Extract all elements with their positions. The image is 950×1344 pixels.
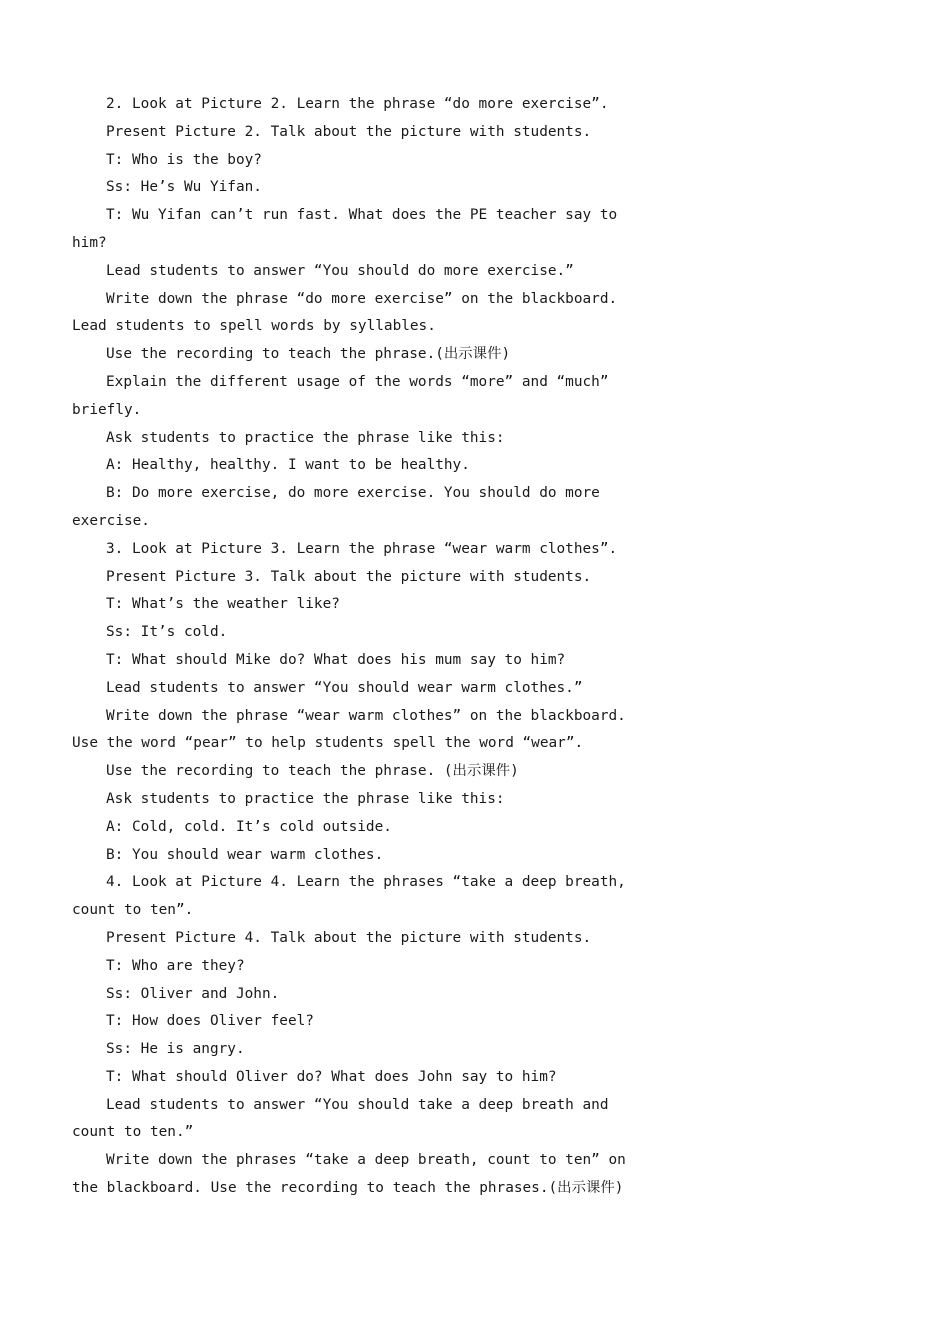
paragraph-present-picture-2: Present Picture 2. Talk about the picture with students. [106, 123, 592, 140]
paragraph-dialogue-line: T: Who is the boy? [106, 151, 262, 168]
paragraph-instruction: Lead students to answer “You should do more exercise.” [106, 262, 574, 279]
paragraph-step-4-heading: 4. Look at Picture 4. Learn the phrases “take a deep breath, count to ten”. [72, 874, 635, 919]
paragraph-present-picture-4: Present Picture 4. Talk about the picture with students. [106, 929, 592, 946]
paragraph-dialogue-line: T: Wu Yifan can’t run fast. What does the PE teacher say to him? [72, 207, 626, 251]
paragraph-instruction: Lead students to answer “You should wear warm clothes.” [106, 679, 583, 696]
paragraph-present-picture-3: Present Picture 3. Talk about the picture with students. [106, 568, 592, 585]
paragraph-instruction: Ask students to practice the phrase like this: [106, 790, 505, 807]
paragraph-instruction: Explain the different usage of the words “more” and “much” briefly. [72, 373, 618, 418]
paragraph-dialogue-line: A: Healthy, healthy. I want to be healthy. [106, 457, 470, 474]
paragraph-dialogue-line: Ss: It’s cold. [106, 624, 228, 641]
paragraph-instruction: Write down the phrases “take a deep breath, count to ten” on the blackboard. Use the recording to teach the phrases.(出示课件) [72, 1152, 635, 1197]
paragraph-dialogue-line: Ss: Oliver and John. [106, 985, 280, 1002]
paragraph-dialogue-line: T: What’s the weather like? [106, 596, 340, 613]
document-body [72, 91, 635, 1203]
paragraph-instruction: Ask students to practice the phrase like this: [106, 429, 505, 446]
paragraph-instruction: Use the recording to teach the phrase. (出示课件) [106, 763, 519, 780]
paragraph-dialogue-line: A: Cold, cold. It’s cold outside. [106, 818, 392, 835]
paragraph-dialogue-line: Ss: He is angry. [106, 1041, 245, 1058]
paragraph-dialogue-line: T: What should Mike do? What does his mum say to him? [106, 651, 566, 668]
paragraph-dialogue-line: B: You should wear warm clothes. [106, 846, 384, 863]
paragraph-dialogue-line: Ss: He’s Wu Yifan. [106, 179, 262, 196]
paragraph-instruction: Lead students to answer “You should take a deep breath and count to ten.” [72, 1096, 618, 1141]
paragraph-dialogue-line: T: Who are they? [106, 957, 245, 974]
paragraph-instruction: Write down the phrase “wear warm clothes” on the blackboard. Use the word “pear” to help students spell the word “wear”. [72, 707, 635, 752]
paragraph-dialogue-line: T: What should Oliver do? What does John say to him? [106, 1068, 557, 1085]
paragraph-step-3-heading: 3. Look at Picture 3. Learn the phrase “wear warm clothes”. [106, 540, 618, 557]
paragraph-step-2-heading: 2. Look at Picture 2. Learn the phrase “do more exercise”. [106, 96, 609, 112]
paragraph-dialogue-line: B: Do more exercise, do more exercise. You should do more exercise. [72, 485, 609, 529]
paragraph-instruction: Write down the phrase “do more exercise” on the blackboard. Lead students to spell words by syllables. [72, 290, 626, 335]
paragraph-dialogue-line: T: How does Oliver feel? [106, 1013, 314, 1030]
paragraph-instruction: Use the recording to teach the phrase.(出示课件) [106, 346, 511, 363]
